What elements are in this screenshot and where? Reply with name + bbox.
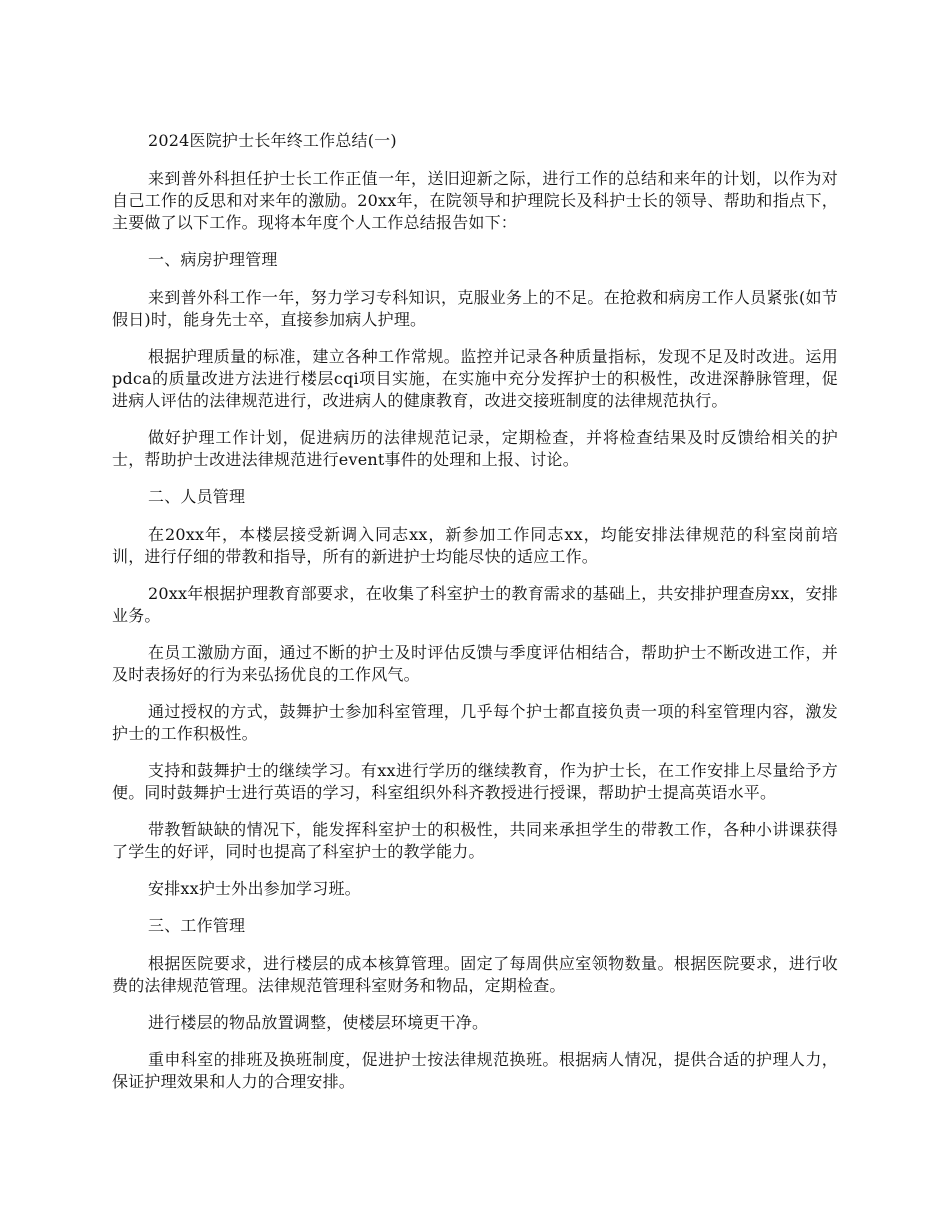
- staff-management-paragraph: 带教暂缺缺的情况下，能发挥科室护士的积极性，共同来承担学生的带教工作，各种小讲课获得了学生的好评，同时也提高了科室护士的教学能力。: [112, 820, 838, 861]
- staff-management-paragraph: 20xx年根据护理教育部要求，在收集了科室护士的教育需求的基础上，共安排护理查房xx，安排业务。: [112, 584, 838, 625]
- intro-paragraph: 来到普外科担任护士长工作正值一年，送旧迎新之际，进行工作的总结和来年的计划，以作为对自己工作的反思和对来年的激励。20xx年，在院领导和护理院长及科护士长的领导、帮助和指点下，主要做了以下工作。现将本年度个人工作总结报告如下：: [112, 169, 838, 232]
- ward-nursing-paragraph: 来到普外科工作一年，努力学习专科知识，克服业务上的不足。在抢救和病房工作人员紧张(如节假日)时，能身先士卒，直接参加病人护理。: [112, 288, 838, 329]
- staff-management-paragraph: 在20xx年，本楼层接受新调入同志xx，新参加工作同志xx，均能安排法律规范的科室岗前培训，进行仔细的带教和指导，所有的新进护士均能尽快的适应工作。: [112, 525, 838, 566]
- staff-management-paragraph: 在员工激励方面，通过不断的护士及时评估反馈与季度评估相结合，帮助护士不断改进工作，并及时表扬好的行为来弘扬优良的工作风气。: [112, 643, 838, 684]
- staff-management-paragraph: 安排xx护士外出参加学习班。: [148, 879, 361, 898]
- section-heading-ward-nursing: 一、病房护理管理: [148, 250, 278, 269]
- section-heading-work-management: 三、工作管理: [148, 916, 246, 935]
- staff-management-paragraph: 通过授权的方式，鼓舞护士参加科室管理，几乎每个护士都直接负责一项的科室管理内容，激发护士的工作积极性。: [112, 702, 838, 743]
- document-title: 2024医院护士长年终工作总结(一): [148, 131, 397, 150]
- staff-management-paragraph: 支持和鼓舞护士的继续学习。有xx进行学历的继续教育，作为护士长，在工作安排上尽量给予方便。同时鼓舞护士进行英语的学习，科室组织外科齐教授进行授课，帮助护士提高英语水平。: [112, 761, 838, 802]
- ward-nursing-paragraph: 根据护理质量的标准，建立各种工作常规。监控并记录各种质量指标，发现不足及时改进。运用pdca的质量改进方法进行楼层cqi项目实施，在实施中充分发挥护士的积极性，改进深静脉管理，促进病人评估的法律规范进行，改进病人的健康教育，改进交接班制度的法律规范执行。: [112, 347, 838, 410]
- work-management-paragraph: 根据医院要求，进行楼层的成本核算管理。固定了每周供应室领物数量。根据医院要求，进行收费的法律规范管理。法律规范管理科室财务和物品，定期检查。: [112, 954, 838, 995]
- ward-nursing-paragraph: 做好护理工作计划，促进病历的法律规范记录，定期检查，并将检查结果及时反馈给相关的护士，帮助护士改进法律规范进行event事件的处理和上报、讨论。: [112, 428, 838, 469]
- work-management-paragraph: 重申科室的排班及换班制度，促进护士按法律规范换班。根据病人情况，提供合适的护理人力，保证护理效果和人力的合理安排。: [112, 1050, 838, 1091]
- work-management-paragraph: 进行楼层的物品放置调整，使楼层环境更干净。: [148, 1013, 489, 1032]
- section-heading-staff-management: 二、人员管理: [148, 487, 246, 506]
